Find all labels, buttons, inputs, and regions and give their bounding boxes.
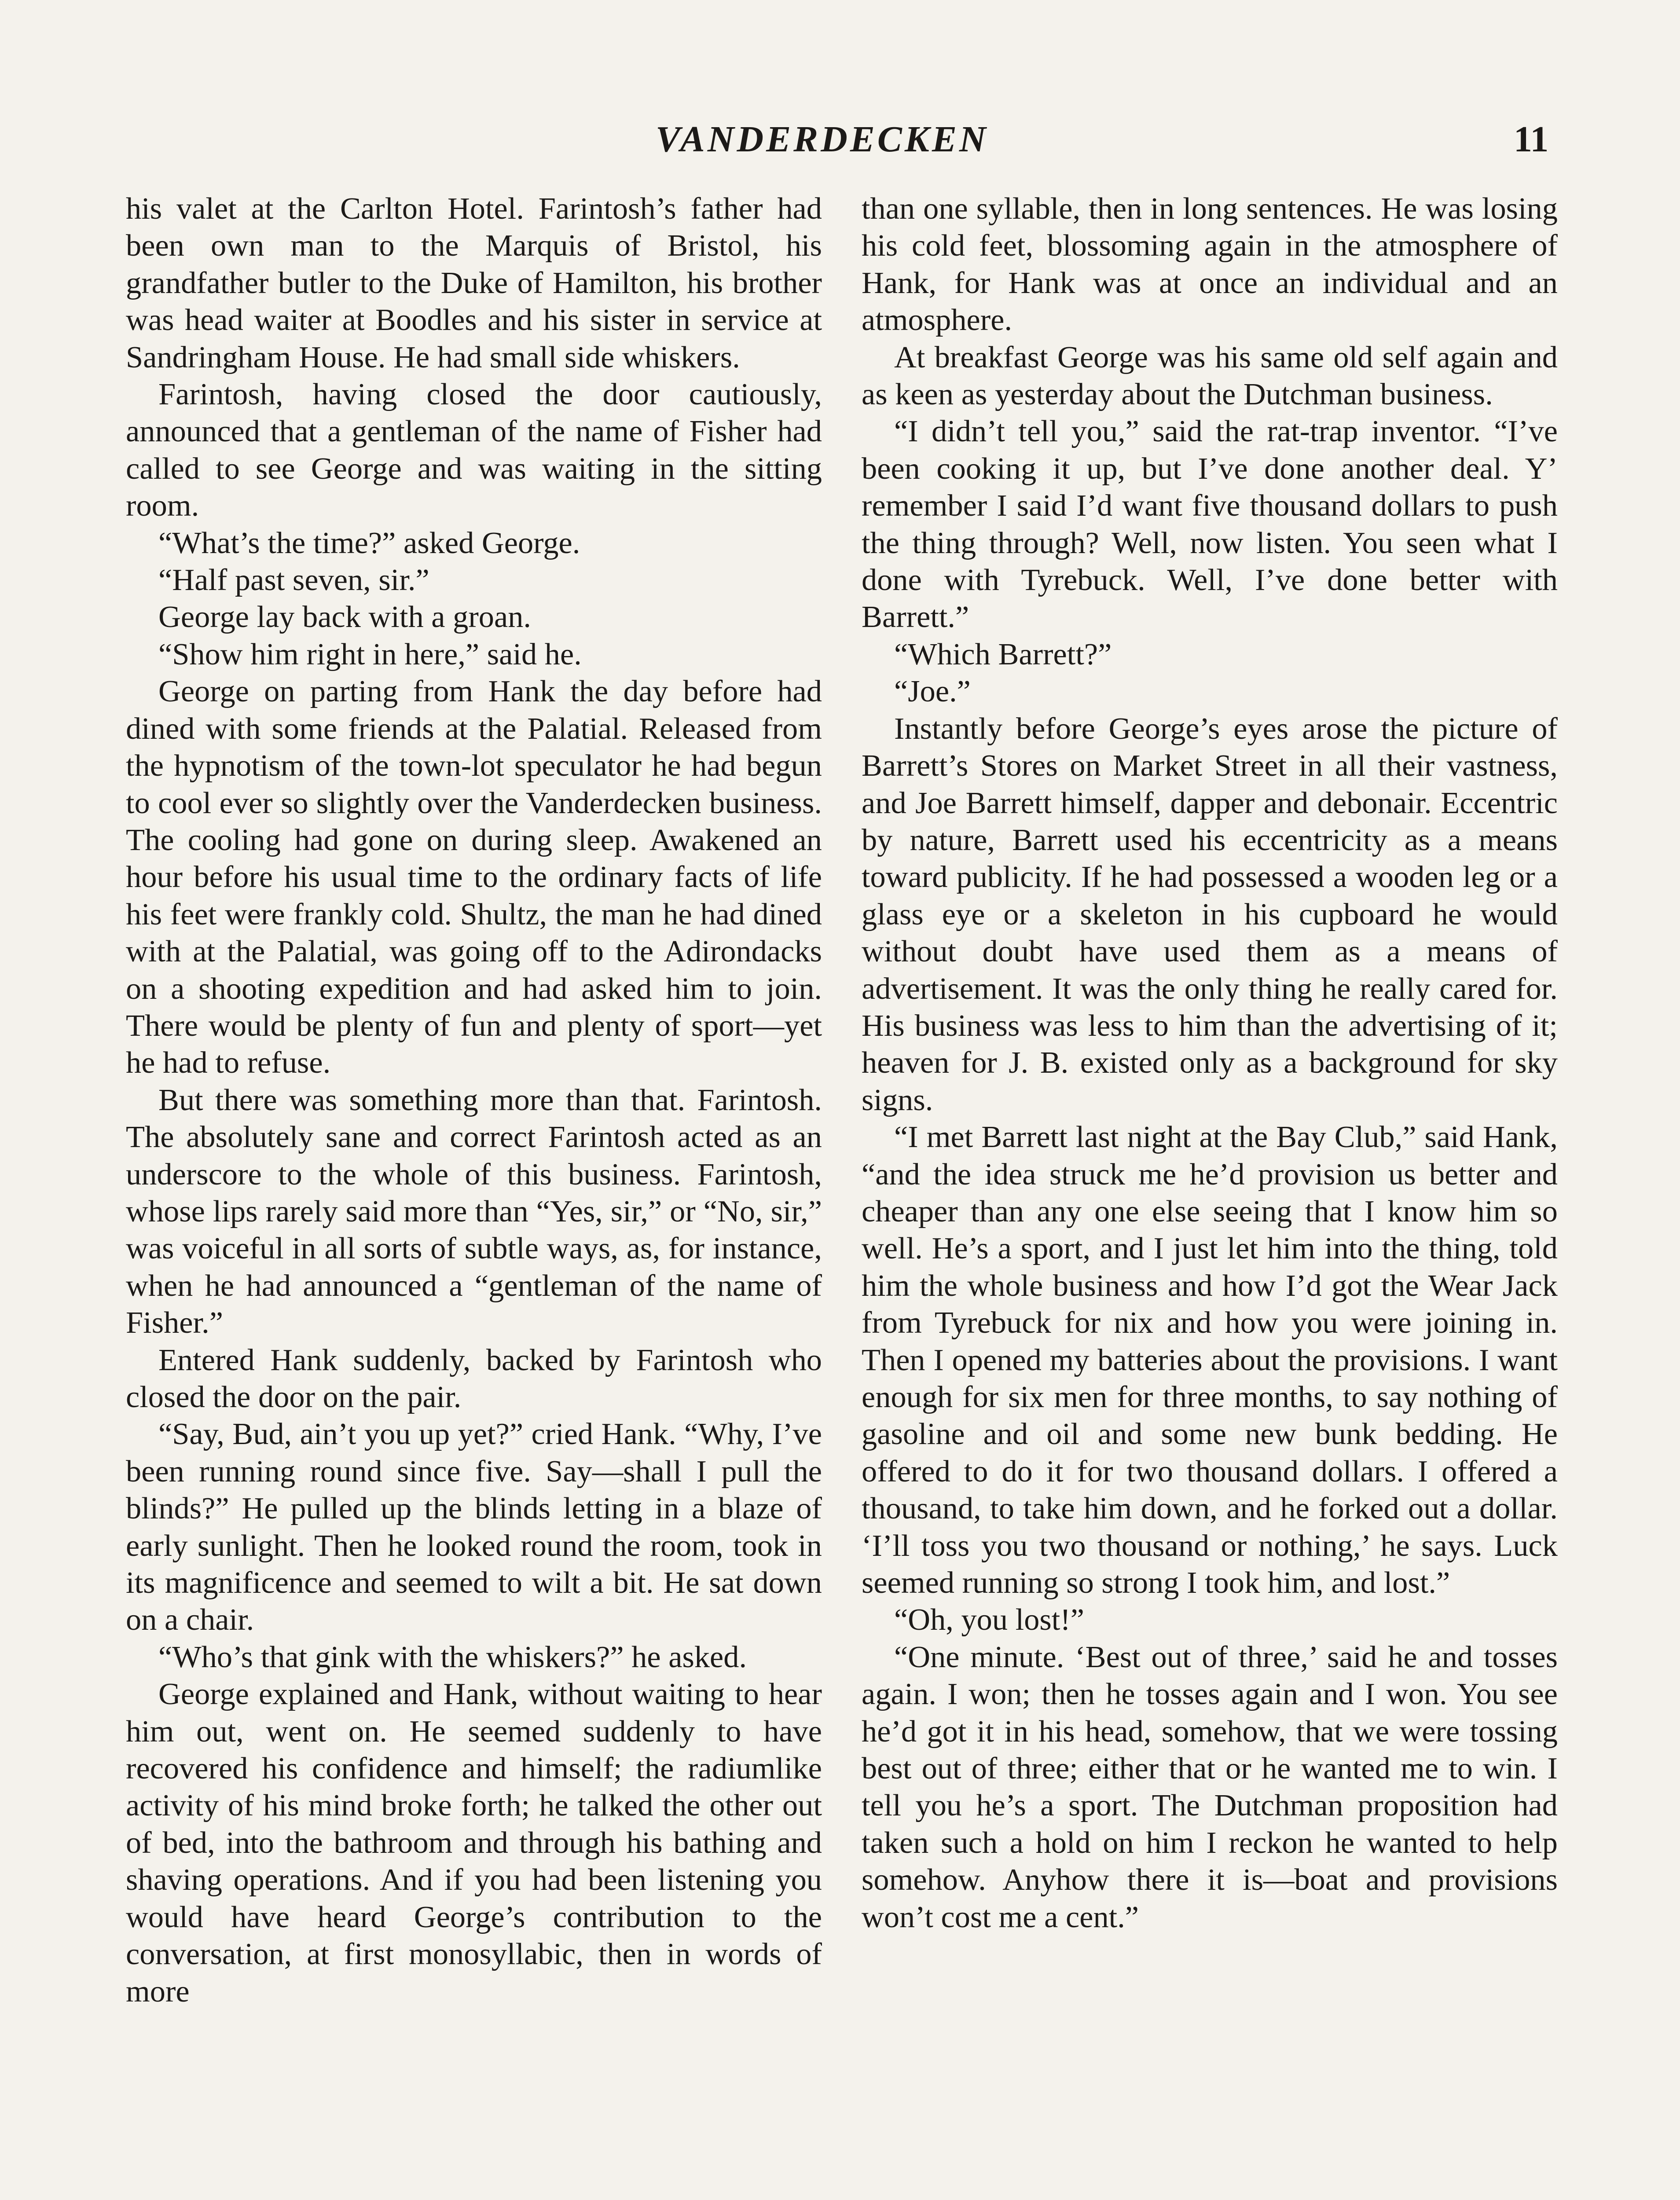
paragraph: George on parting from Hank the day before had dined with some friends at the Palatial. Released from the hypnotism of the town-lot speculator he had begun to cool ever so slightly over the Vanderdecken business. The cooling had gone on during sleep. Awakened an hour before his usual time to the ordinary facts of life his feet were frankly cold. Shultz, the man he had dined with at the Palatial, was going off to the Adirondacks on a shooting expedition and had asked him to join. There would be plenty of fun and plenty of sport—yet he had to refuse. <box>126 674 822 1080</box>
paragraph: than one syllable, then in long sentences. He was losing his cold feet, blossoming again in the atmosphere of Hank, for Hank was at once an individual and an atmosphere. <box>862 191 1558 337</box>
page-header <box>0 118 1680 171</box>
paragraph: “Joe.” <box>894 674 971 709</box>
paragraph: But there was something more than that. Farintosh. The absolutely sane and correct Farintosh acted as an underscore to the whole of this business. Farintosh, whose lips rarely said more than “Yes, sir,” or “No, sir,” was voiceful in all sorts of subtle ways, as, for instance, when he had announced a “gentleman of the name of Fisher.” <box>126 1082 822 1340</box>
paragraph: his valet at the Carlton Hotel. Farintosh’s father had been own man to the Marquis of Bristol, his grandfather butler to the Duke of Hamilton, his brother was head waiter at Boodles and his sister in service at Sandringham House. He had small side whiskers. <box>126 191 822 374</box>
paragraph: Entered Hank suddenly, backed by Farintosh who closed the door on the pair. <box>126 1342 822 1414</box>
paragraph: “Who’s that gink with the whiskers?” he asked. <box>158 1639 747 1674</box>
paragraph: “One minute. ‘Best out of three,’ said he and tosses again. I won; then he tosses again and I won. You see he’d got it in his head, somehow, that we were tossing best out of three; either that or he wanted me to win. I tell you he’s a sport. The Dutchman proposition had taken such a hold on him I reckon he wanted to help somehow. Anyhow there it is—boat and provisions won’t cost me a cent.” <box>862 1639 1558 1934</box>
paragraph: At breakfast George was his same old self again and as keen as yesterday about the Dutchman business. <box>862 340 1558 412</box>
running-title: VANDERDECKEN <box>656 119 989 160</box>
page-number: 11 <box>1514 119 1549 160</box>
paragraph: George lay back with a groan. <box>158 600 531 634</box>
paragraph: Instantly before George’s eyes arose the picture of Barrett’s Stores on Market Street in all their vastness, and Joe Barrett himself, dapper and debonair. Eccentric by nature, Barrett used his eccentricity as a means toward publicity. If he had possessed a wooden leg or a glass eye or a skeleton in his cupboard he would without doubt have used them as a means of advertisement. It was the only thing he really cared for. His business was less to him than the advertising of it; heaven for J. B. existed only as a background for sky signs. <box>862 711 1558 1117</box>
paragraph: “I didn’t tell you,” said the rat-trap inventor. “I’ve been cooking it up, but I’ve done another deal. Y’ remember I said I’d want five thousand dollars to push the thing through? Well, now listen. You seen what I done with Tyrebuck. Well, I’ve done better with Barrett.” <box>862 414 1558 634</box>
paragraph: “Say, Bud, ain’t you up yet?” cried Hank. “Why, I’ve been running round since five. Say—shall I pull the blinds?” He pulled up the blinds letting in a blaze of early sunlight. Then he looked round the room, took in its magnificence and seemed to wilt a bit. He sat down on a chair. <box>126 1417 822 1637</box>
paragraph: “Oh, you lost!” <box>894 1602 1085 1637</box>
paragraph: “Show him right in here,” said he. <box>158 637 582 671</box>
paragraph: “Which Barrett?” <box>894 637 1112 671</box>
paragraph: “Half past seven, sir.” <box>158 563 429 598</box>
paragraph: George explained and Hank, without waiting to hear him out, went on. He seemed suddenly to have recovered his confidence and himself; the radiumlike activity of his mind broke forth; he talked the other out of bed, into the bathroom and through his bathing and shaving operations. And if you had been listening you would have heard George’s contribution to the conversation, at first monosyllabic, then in words of more <box>126 1677 822 2009</box>
left-column <box>126 190 822 2010</box>
right-column <box>862 190 1558 1936</box>
paragraph: “I met Barrett last night at the Bay Club,” said Hank, “and the idea struck me he’d provision us better and cheaper than any one else seeing that I know him so well. He’s a sport, and I just let him into the thing, told him the whole business and how I’d got the Wear Jack from Tyrebuck for nix and how you were joining in. Then I opened my batteries about the provisions. I want enough for six men for three months, to say nothing of gasoline and oil and some new bunk bedding. He offered to do it for two thousand dollars. I offered a thousand, to take him down, and he forked out a dollar. ‘I’ll toss you two thousand or nothing,’ he says. Luck seemed running so strong I took him, and lost.” <box>862 1120 1558 1600</box>
paragraph: Farintosh, having closed the door cautiously, announced that a gentleman of the name of Fisher had called to see George and was waiting in the sitting room. <box>126 377 822 523</box>
paragraph: “What’s the time?” asked George. <box>158 525 580 560</box>
